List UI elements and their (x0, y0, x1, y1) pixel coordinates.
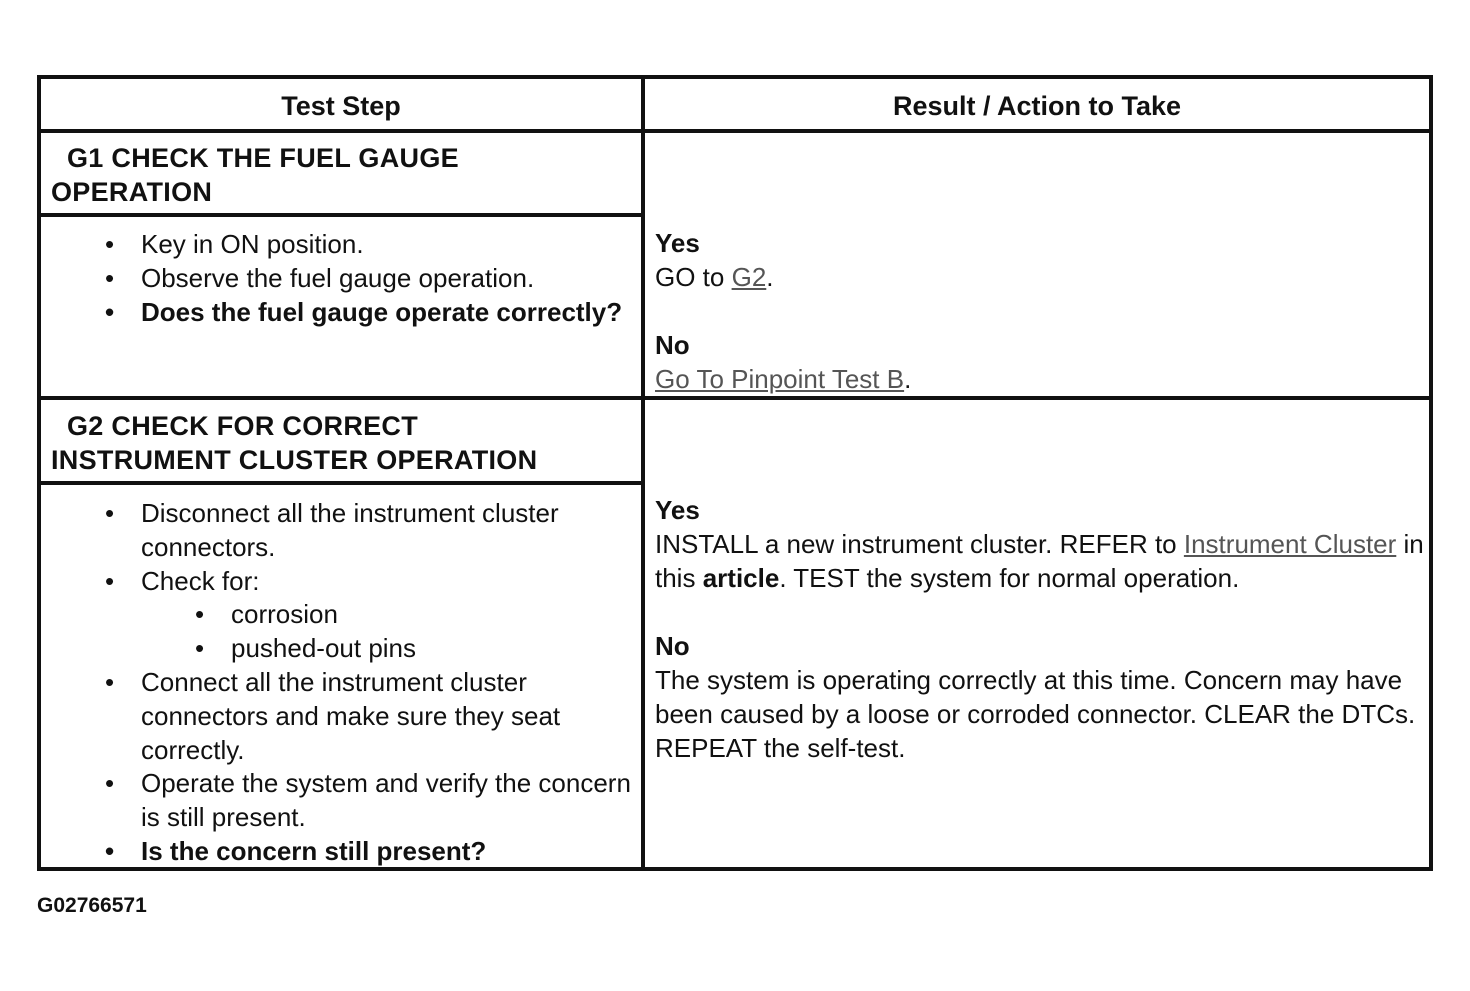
g1-title (51, 141, 459, 209)
g2-title-line1: G2 CHECK FOR CORRECT (67, 411, 419, 441)
g2-steps (41, 497, 641, 869)
g2-yes-action: INSTALL a new instrument cluster. REFER to Instrument Cluster in this article. TEST the system for normal operation. (655, 529, 1424, 593)
g1-result (655, 226, 1425, 396)
list-item: • Operate the system and verify the concern is still present. (105, 768, 631, 833)
g2-yes-label: Yes (655, 495, 700, 525)
header-divider (41, 129, 1429, 133)
g2-title (51, 409, 537, 477)
g1-yes-action: GO to G2. (655, 262, 774, 292)
g2-no-action: The system is operating correctly at this time. Concern may have been caused by a loose or corroded connector. CLEAR the DTCs. REPEAT the self-test. (655, 665, 1416, 763)
list-subitem: • pushed-out pins (195, 633, 417, 664)
g1-no-action: Go To Pinpoint Test B. (655, 364, 912, 394)
g2-result (655, 493, 1425, 765)
g2-title-divider (41, 481, 641, 485)
header-test-step: Test Step (281, 91, 401, 121)
list-item: • Key in ON position. (105, 229, 364, 259)
g1-title-divider (41, 213, 641, 217)
g1-title-line2: OPERATION (51, 177, 213, 207)
g2-link[interactable]: G2 (731, 262, 767, 292)
header-result-action: Result / Action to Take (892, 91, 1182, 121)
figure-id: G02766571 (37, 894, 147, 917)
list-item: • Observe the fuel gauge operation. (105, 262, 535, 293)
row-divider (41, 396, 1429, 400)
g2-title-line2: INSTRUMENT CLUSTER OPERATION (51, 445, 538, 475)
list-subitem: • corrosion (195, 599, 338, 630)
g2-question: • Is the concern still present? (105, 835, 487, 866)
column-divider (641, 79, 645, 867)
g1-title-line1: G1 CHECK THE FUEL GAUGE (67, 143, 459, 173)
pinpoint-test-b-link[interactable]: Go To Pinpoint Test B (655, 364, 905, 394)
test-step-table (37, 75, 1433, 871)
g1-yes-label: Yes (655, 228, 700, 258)
g1-steps (41, 228, 641, 329)
g2-no-label: No (655, 631, 690, 661)
list-item: • Disconnect all the instrument cluster connectors. (105, 498, 559, 562)
list-item: • Check for: (105, 565, 260, 596)
list-item: • Connect all the instrument cluster connectors and make sure they seat correctly. (105, 666, 561, 765)
instrument-cluster-link[interactable]: Instrument Cluster (1183, 529, 1397, 559)
g1-no-label: No (655, 330, 690, 360)
g1-question: • Does the fuel gauge operate correctly? (105, 296, 623, 327)
